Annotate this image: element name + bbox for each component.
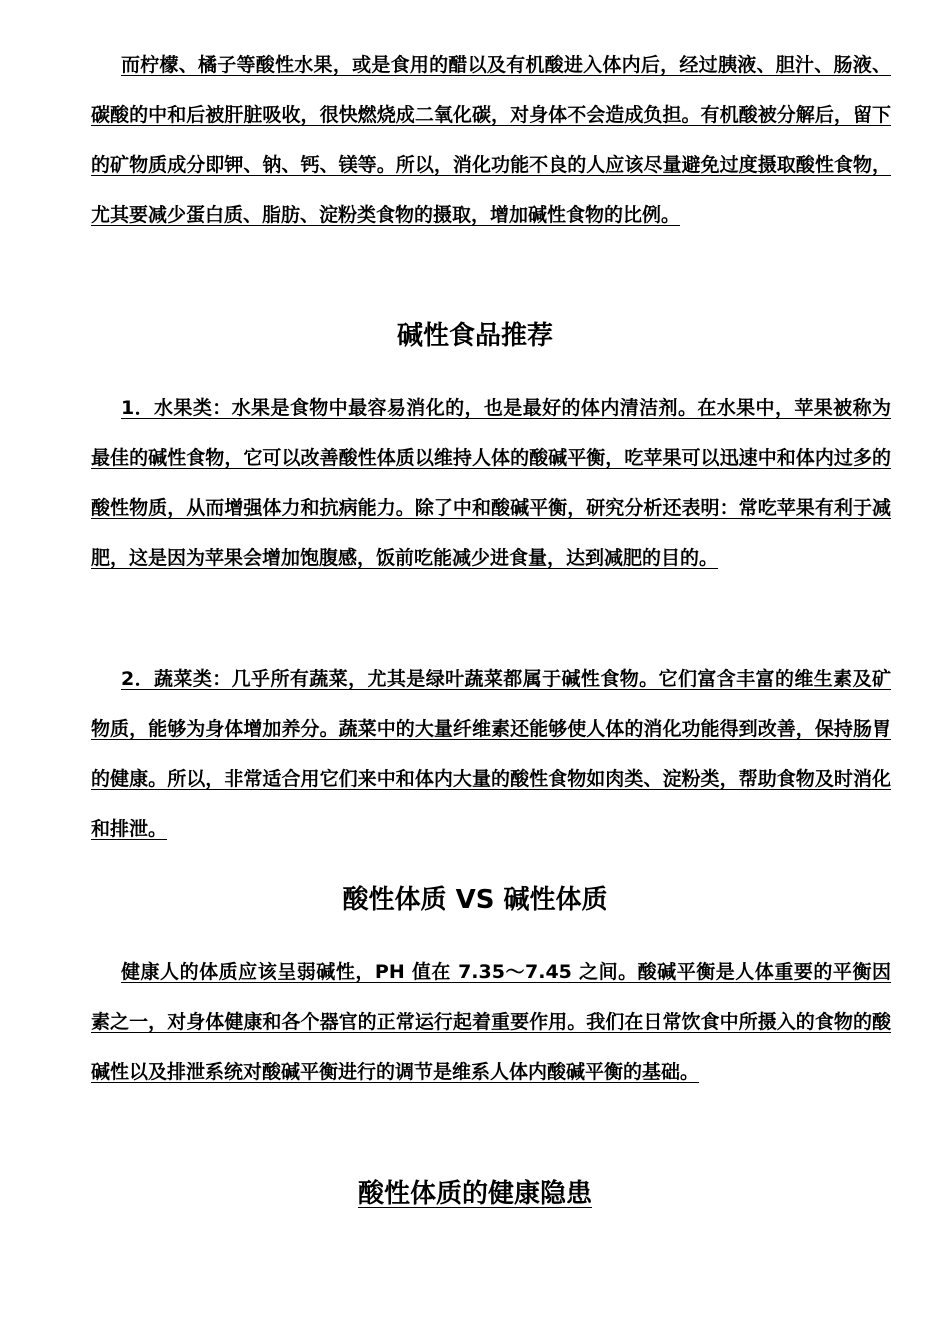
paragraph-fruits: 1．水果类：水果是食物中最容易消化的，也是最好的体内清洁剂。在水果中，苹果被称为最佳的碱性食物，它可以改善酸性体质以维持人体的酸碱平衡，吃苹果可以迅速中和体内过多的酸性物质，从而增强体力和抗病能力。除了中和酸碱平衡，研究分析还表明：常吃苹果有利于减肥，这是因为苹果会增加饱腹感，饭前吃能减少进食量，达到减肥的目的。 bbox=[91, 397, 891, 569]
section-heading-alkaline-food: 碱性食品推荐 bbox=[396, 321, 553, 351]
section-heading-acid-vs-alkaline: 酸性体质 VS 碱性体质 bbox=[342, 885, 608, 915]
paragraph-organic-acids: 而柠檬、橘子等酸性水果，或是食用的醋以及有机酸进入体内后，经过胰液、胆汁、肠液、碳酸的中和后被肝脏吸收，很快燃烧成二氧化碳，对身体不会造成负担。有机酸被分解后，留下的矿物质成分即钾、钠、钙、镁等。所以，消化功能不良的人应该尽量避免过度摄取酸性食物，尤其要减少蛋白质、脂肪、淀粉类食物的摄取，增加碱性食物的比例。 bbox=[91, 54, 891, 226]
paragraph-vegetables: 2．蔬菜类：几乎所有蔬菜，尤其是绿叶蔬菜都属于碱性食物。它们富含丰富的维生素及矿物质，能够为身体增加养分。蔬菜中的大量纤维素还能够使人体的消化功能得到改善，保持肠胃的健康。所以，非常适合用它们来中和体内大量的酸性食物如肉类、淀粉类，帮助食物及时消化和排泄。 bbox=[91, 668, 891, 840]
section-heading-acid-health-risks: 酸性体质的健康隐患 bbox=[357, 1179, 592, 1209]
paragraph-ph-balance: 健康人的体质应该呈弱碱性，PH 值在 7.35～7.45 之间。酸碱平衡是人体重要的平衡因素之一，对身体健康和各个器官的正常运行起着重要作用。我们在日常饮食中所摄入的食物的酸碱性以及排泄系统对酸碱平衡进行的调节是维系人体内酸碱平衡的基础。 bbox=[91, 961, 891, 1083]
